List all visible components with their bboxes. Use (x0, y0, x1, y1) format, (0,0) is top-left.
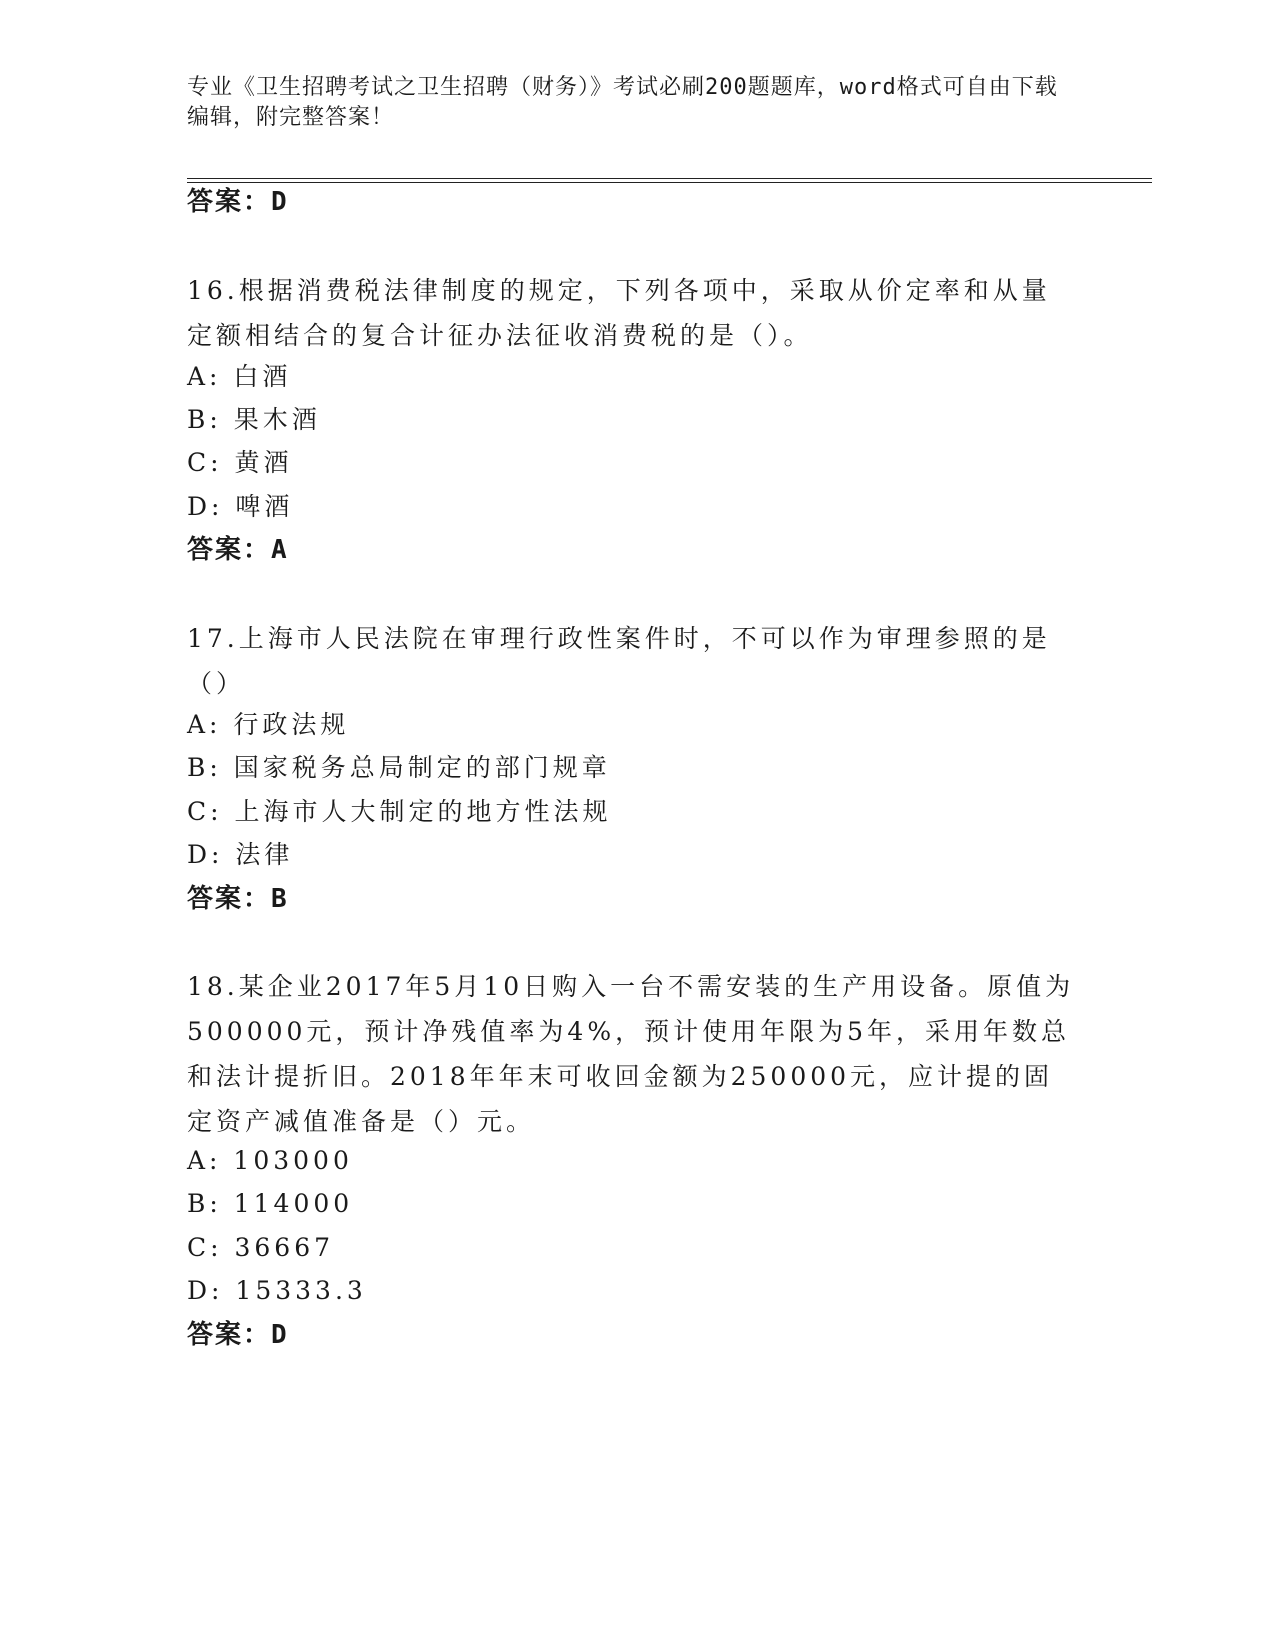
answer-prev: 答案：D (187, 187, 289, 217)
q18-option-a: A: 103000 (187, 1146, 353, 1175)
question-18: 18.某企业2017年5月10日购入一台不需安装的生产用设备。原值为500000元，预计净残值率为4%，预计使用年限为5年，采用年数总和法计提折旧。2018年年末可收回金额为250000元，应计提的固定资产减值准备是（）元。 (187, 972, 1075, 1136)
q16-option-c: C: 黄酒 (187, 448, 293, 477)
document-header: 专业《卫生招聘考试之卫生招聘（财务）》考试必刷200题题库，word格式可自由下载编辑，附完整答案！ (187, 75, 1058, 130)
q16-option-a: A: 白酒 (187, 362, 292, 391)
header-divider (187, 178, 1152, 183)
answer-17: 答案：B (187, 884, 289, 914)
q18-option-b: B: 114000 (187, 1189, 354, 1218)
q16-option-b: B: 果木酒 (187, 405, 321, 434)
q17-option-d: D: 法律 (187, 840, 294, 869)
question-17: 17.上海市人民法院在审理行政性案件时，不可以作为审理参照的是（） (187, 624, 1051, 698)
q16-option-d: D: 啤酒 (187, 492, 294, 521)
answer-18: 答案：D (187, 1320, 289, 1350)
q18-option-d: D: 15333.3 (187, 1276, 367, 1305)
q18-option-c: C: 36667 (187, 1233, 335, 1262)
q17-option-b: B: 国家税务总局制定的部门规章 (187, 753, 611, 782)
question-16: 16.根据消费税法律制度的规定，下列各项中，采取从价定率和从量定额相结合的复合计征办法征收消费税的是（）。 (187, 276, 1051, 350)
q17-option-a: A: 行政法规 (187, 710, 350, 739)
q17-option-c: C: 上海市人大制定的地方性法规 (187, 797, 612, 826)
answer-16: 答案：A (187, 535, 289, 565)
